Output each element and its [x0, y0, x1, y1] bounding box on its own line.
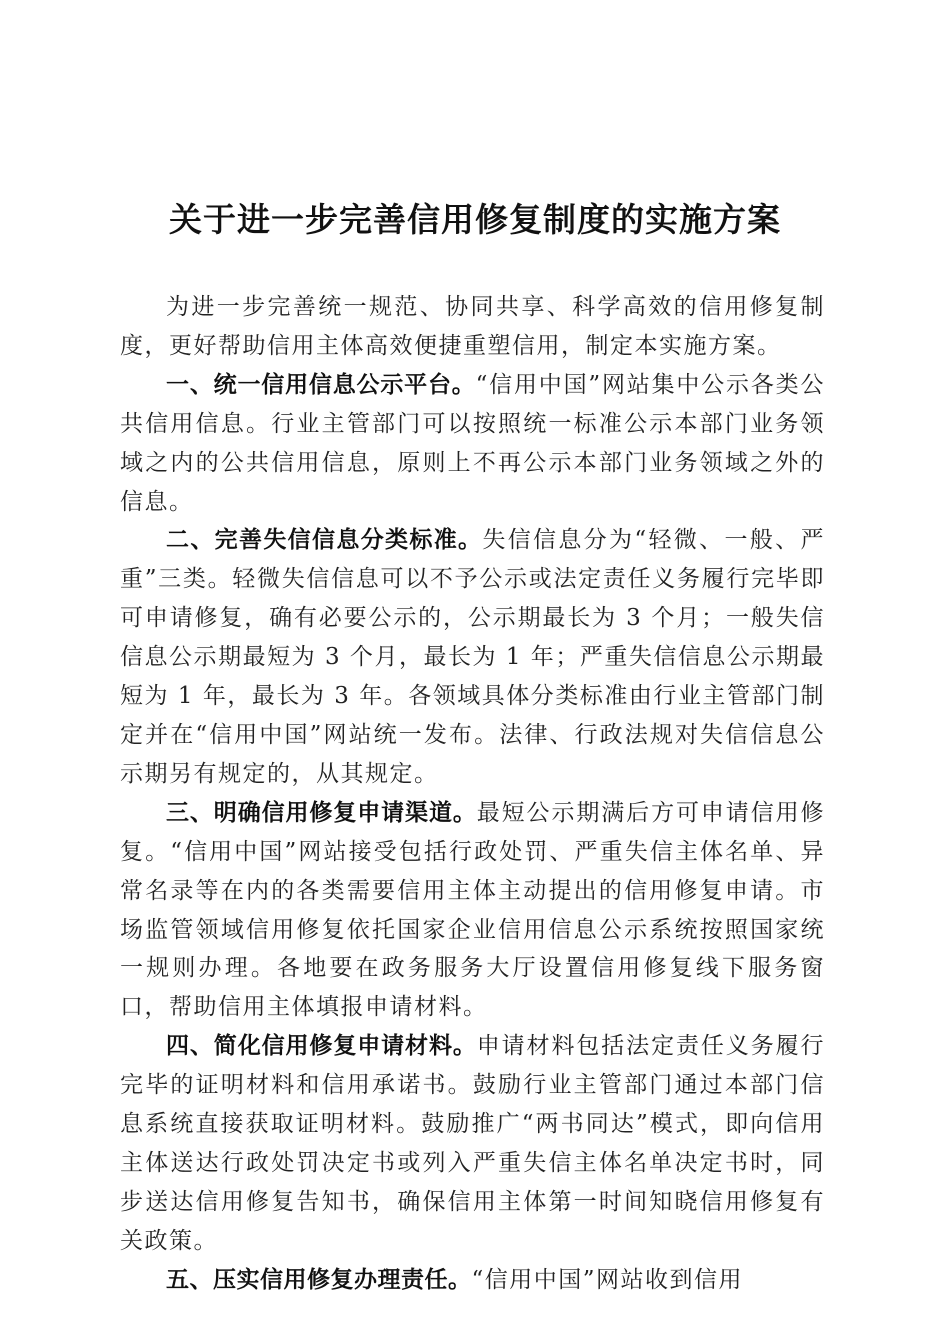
section-paragraph-4 [120, 1027, 825, 1260]
section-text-3: 最短公示期满后方可申请信用修复。“信用中国”网站接受包括行政处罚、严重失信主体名单、异常名录等在内的各类需要信用主体主动提出的信用修复申请。市场监管领域信用修复依托国家企业信用信息公示系统按照国家统一规则办理。各地要在政务服务大厅设置信用修复线下服务窗口，帮助信用主体填报申请材料。 [120, 799, 826, 1021]
section-paragraph-2 [120, 521, 825, 793]
section-text-4: 申请材料包括法定责任义务履行完毕的证明材料和信用承诺书。鼓励行业主管部门通过本部门信息系统直接获取证明材料。鼓励推广“两书同达”模式，即向信用主体送达行政处罚决定书或列入严重失信主体名单决定书时，同步送达信用修复告知书，确保信用主体第一时间知晓信用修复有关政策。 [120, 1033, 826, 1254]
section-paragraph-3 [120, 794, 825, 1027]
section-paragraph-5 [120, 1261, 825, 1300]
section-heading-4: 四、简化信用修复申请材料。 [166, 1033, 477, 1060]
section-text-1: “信用中国”网站集中公示各类公共信用信息。行业主管部门可以按照统一标准公示本部门业务领域之内的公共信用信息，原则上不再公示本部门业务领域之外的信息。 [120, 371, 825, 515]
section-text-5: “信用中国”网站收到信用 [471, 1266, 744, 1293]
document-body [120, 288, 825, 1300]
section-heading-3: 三、明确信用修复申请渠道。 [166, 799, 477, 826]
section-heading-5: 五、压实信用修复办理责任。 [166, 1266, 472, 1293]
section-paragraph-1 [120, 366, 825, 522]
section-heading-1: 一、统一信用信息公示平台。 [166, 371, 476, 398]
section-text-2: 失信信息分为“轻微、一般、严重”三类。轻微失信信息可以不予公示或法定责任义务履行完毕即可申请修复，确有必要公示的，公示期最长为 3 个月；一般失信信息公示期最短为 3 个月，最长为 1 年；严重失信信息公示期最短为 1 年，最长为 3 年。各领域具体分类标准由行业主管部门制定并在“信用中国”网站统一发布。法律、行政法规对失信信息公示期另有规定的，从其规定。 [120, 527, 826, 787]
section-heading-2: 二、完善失信信息分类标准。 [166, 527, 483, 554]
document-title: 关于进一步完善信用修复制度的实施方案 [169, 200, 781, 239]
intro-paragraph: 为进一步完善统一规范、协同共享、科学高效的信用修复制度，更好帮助信用主体高效便捷重塑信用，制定本实施方案。 [120, 294, 825, 359]
